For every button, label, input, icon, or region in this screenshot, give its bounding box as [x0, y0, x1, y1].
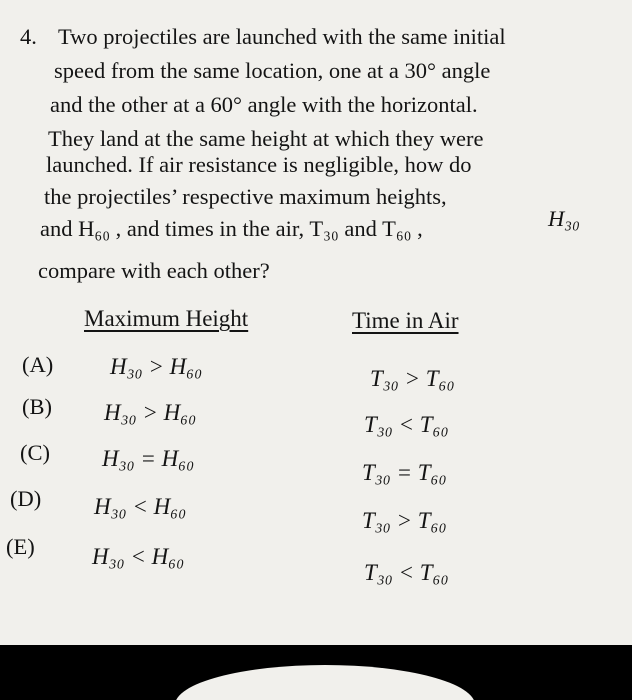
option-d-letter: (D)	[10, 486, 42, 511]
question-number: 4.	[20, 24, 37, 49]
header-time-in-air: Time in Air	[352, 308, 459, 333]
h30-label: H₃₀	[548, 206, 580, 231]
option-e-letter: (E)	[6, 534, 35, 559]
option-c-height: H₃₀ = H₆₀	[102, 446, 195, 471]
option-a-height: H₃₀ > H₆₀	[110, 354, 203, 379]
option-b-letter: (B)	[22, 394, 52, 419]
question-line-8: compare with each other?	[38, 258, 270, 283]
header-max-height: Maximum Height	[84, 306, 249, 331]
question-line-1: Two projectiles are launched with the same initial	[58, 24, 506, 49]
option-c-time: T₃₀ = T₆₀	[362, 460, 447, 485]
option-d-height: H₃₀ < H₆₀	[94, 494, 187, 519]
option-c-letter: (C)	[20, 440, 50, 465]
option-b-height: H₃₀ > H₆₀	[104, 400, 197, 425]
question-line-6: the projectiles’ respective maximum heights,	[44, 184, 447, 209]
paper-edge	[175, 665, 475, 700]
option-d-time: T₃₀ > T₆₀	[362, 508, 447, 533]
question-line-4: They land at the same height at which they were	[48, 126, 484, 151]
option-e-time: T₃₀ < T₆₀	[364, 560, 449, 585]
question-line-7: and H₆₀ , and times in the air, T₃₀ and T₆₀ ,	[40, 216, 423, 241]
question-line-5: launched. If air resistance is negligible, how do	[46, 152, 472, 177]
question-line-3: and the other at a 60° angle with the horizontal.	[50, 92, 478, 117]
option-a-letter: (A)	[22, 352, 54, 377]
option-e-height: H₃₀ < H₆₀	[92, 544, 185, 569]
question-line-2: speed from the same location, one at a 30° angle	[54, 58, 491, 83]
option-b-time: T₃₀ < T₆₀	[364, 412, 449, 437]
option-a-time: T₃₀ > T₆₀	[370, 366, 455, 391]
